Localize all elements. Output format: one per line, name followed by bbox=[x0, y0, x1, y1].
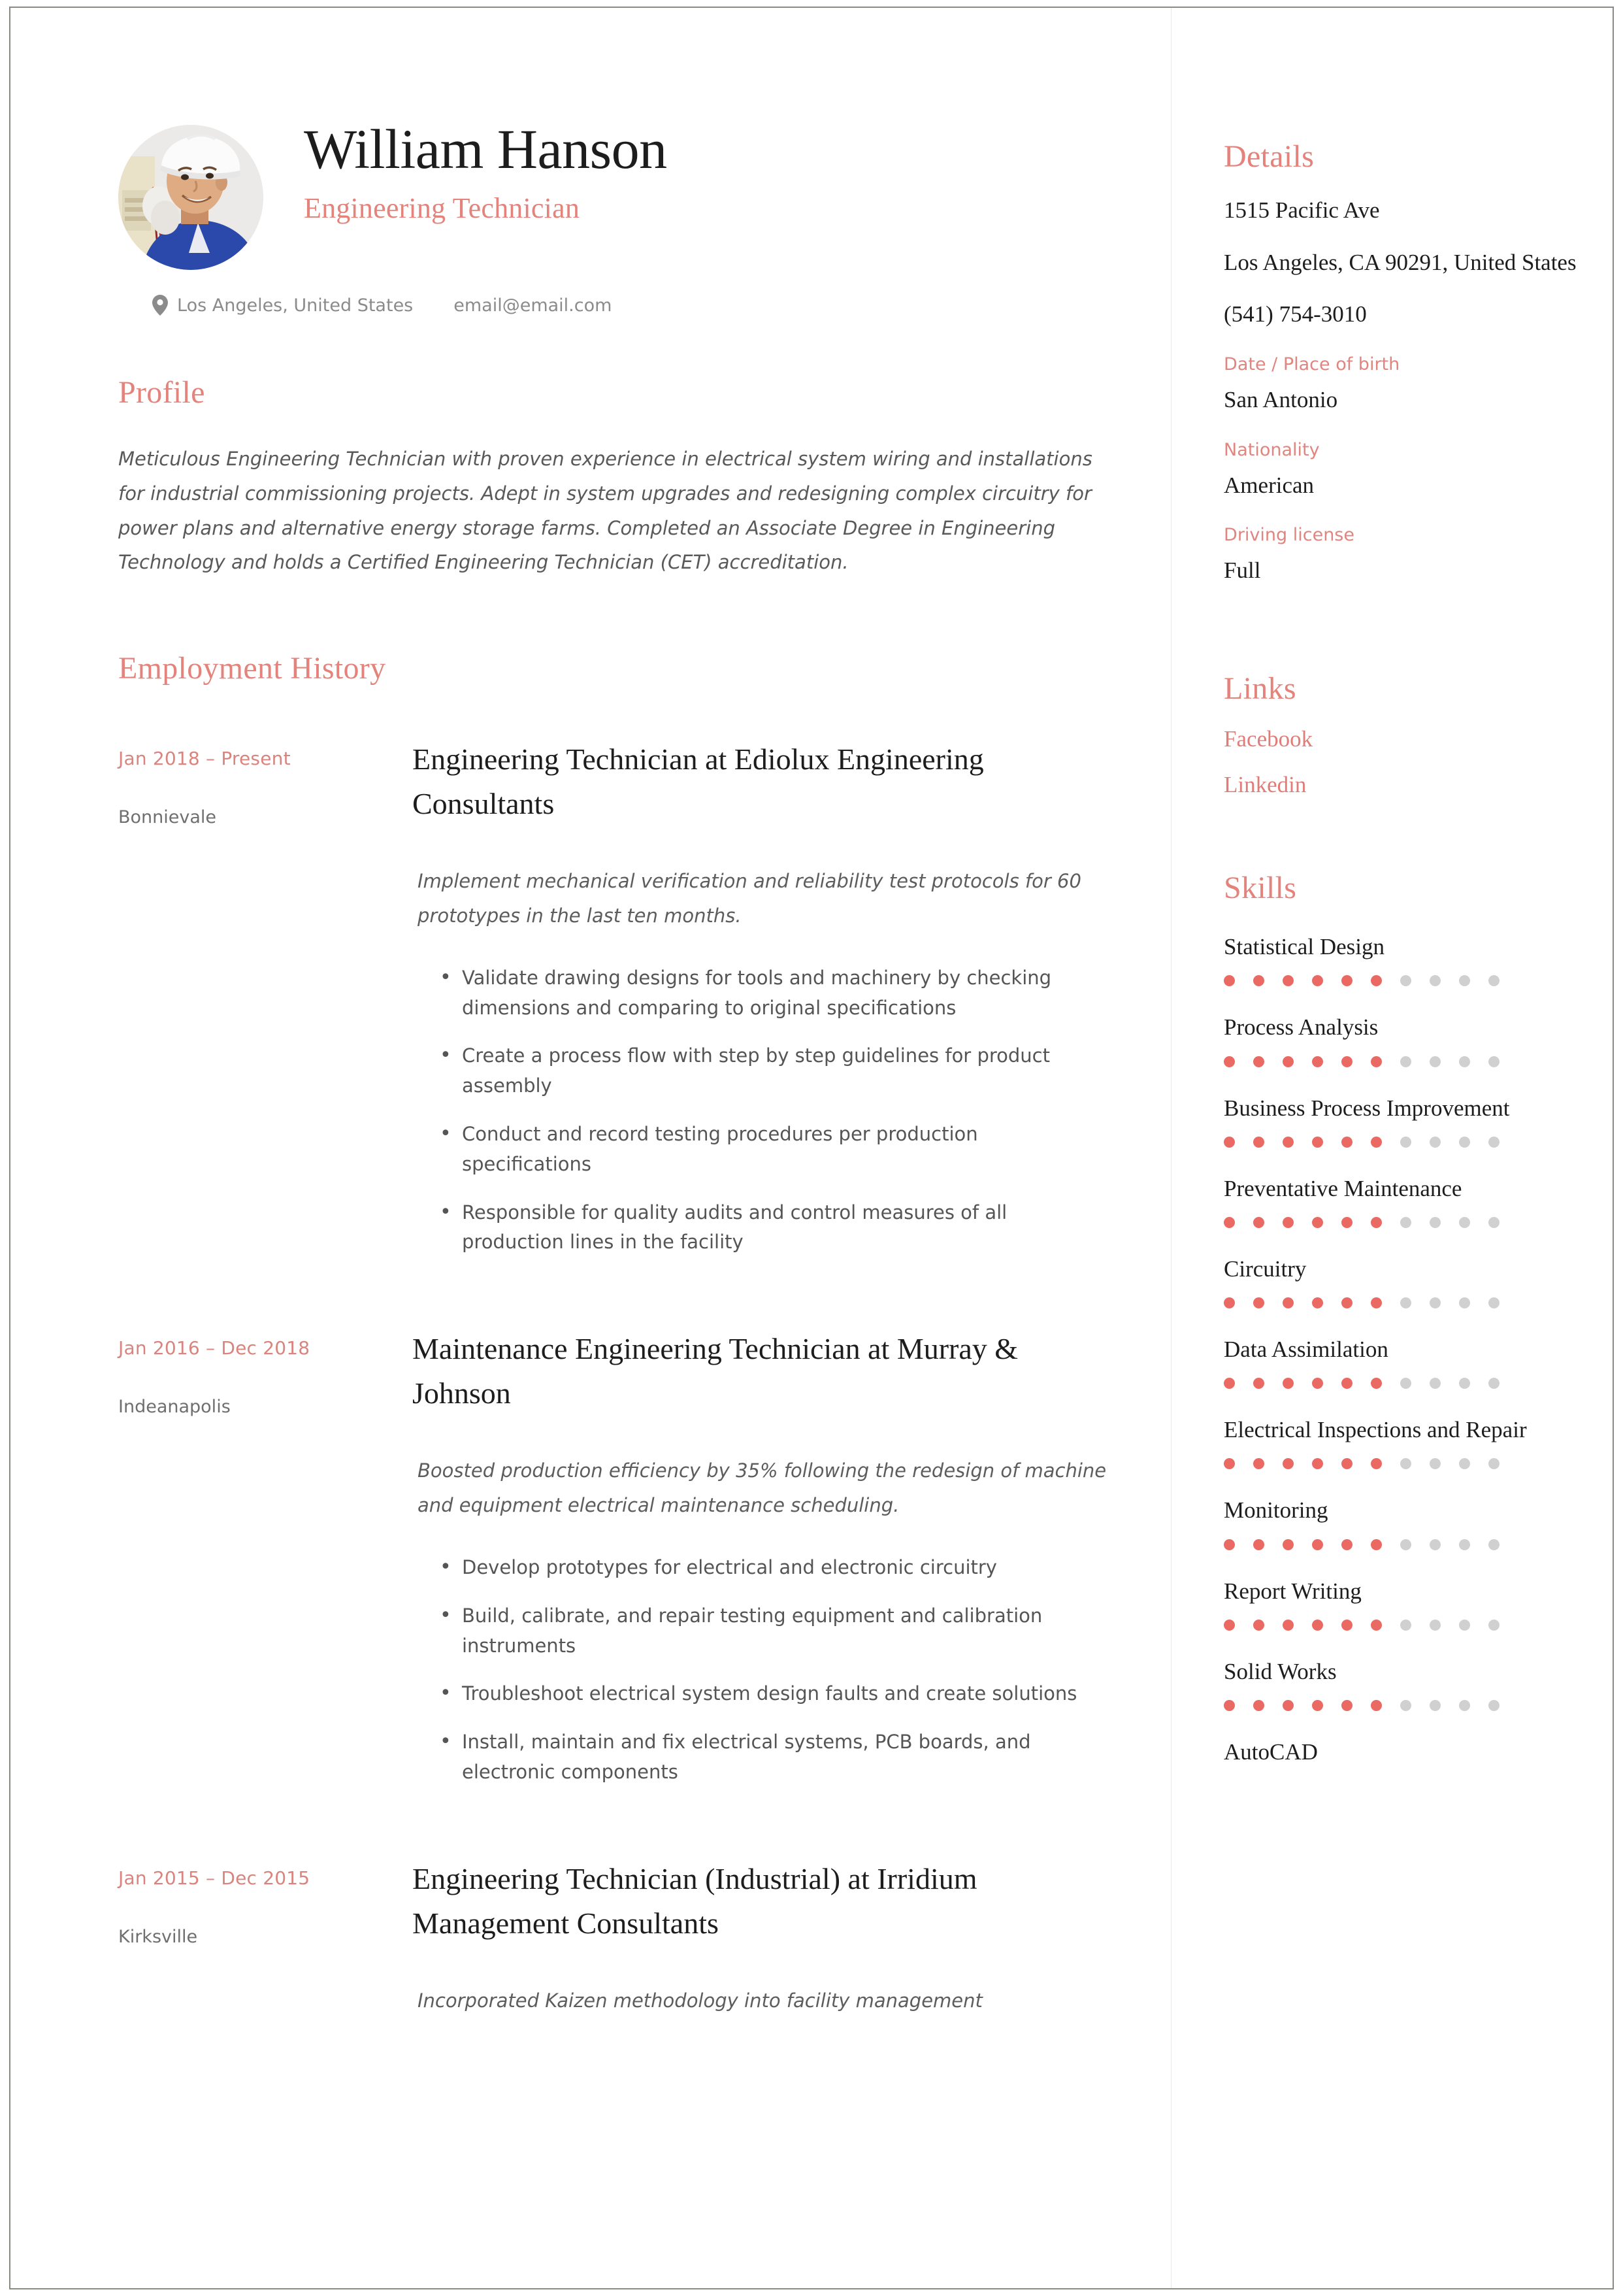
employment-item bbox=[118, 1327, 1172, 1806]
skill-dot-empty bbox=[1400, 1297, 1411, 1308]
skill-name: Circuitry bbox=[1224, 1256, 1307, 1282]
skill-dot-filled bbox=[1224, 1297, 1235, 1308]
address-line-2: Los Angeles, CA 90291, United States bbox=[1224, 249, 1577, 275]
skill-dot-filled bbox=[1224, 1700, 1235, 1711]
employment-item bbox=[118, 737, 1172, 1276]
employment-meta bbox=[118, 1327, 412, 1806]
skill-rating-dots bbox=[1224, 1297, 1586, 1308]
employment-description: Implement mechanical verification and reliability test protocols for 60 prototypes in the last ten months. bbox=[418, 870, 1081, 927]
skill-dot-empty bbox=[1488, 975, 1500, 986]
skill-dot-filled bbox=[1371, 1539, 1382, 1550]
skill-dot-filled bbox=[1224, 1378, 1235, 1389]
list-item: • Conduct and record testing procedures per production specifications bbox=[440, 1120, 1111, 1180]
skill-dot-empty bbox=[1488, 1620, 1500, 1631]
skill-dot-filled bbox=[1283, 1297, 1294, 1308]
skill-dot-filled bbox=[1312, 1539, 1323, 1550]
employment-bullets bbox=[412, 963, 1111, 1258]
location-text: Los Angeles, United States bbox=[177, 295, 414, 316]
resume-header bbox=[118, 116, 1172, 270]
skill-item bbox=[1224, 1012, 1586, 1067]
employment-body bbox=[412, 737, 1172, 1276]
skill-dot-filled bbox=[1283, 1458, 1294, 1469]
skill-dot-empty bbox=[1430, 1620, 1441, 1631]
skill-dot-filled bbox=[1312, 1620, 1323, 1631]
resume-page bbox=[9, 7, 1614, 2289]
skill-dot-empty bbox=[1430, 1056, 1441, 1067]
skill-dot-filled bbox=[1224, 1137, 1235, 1148]
skill-dot-filled bbox=[1224, 1056, 1235, 1067]
driving-license-value: Full bbox=[1224, 557, 1261, 584]
skill-item bbox=[1224, 1576, 1586, 1631]
skill-dot-empty bbox=[1459, 1700, 1470, 1711]
skill-item bbox=[1224, 1093, 1586, 1148]
skill-name: Preventative Maintenance bbox=[1224, 1175, 1462, 1201]
job-title: Engineering Technician bbox=[304, 191, 580, 224]
skill-dot-filled bbox=[1253, 1056, 1264, 1067]
skill-dot-filled bbox=[1253, 1620, 1264, 1631]
skill-rating-dots bbox=[1224, 1217, 1586, 1228]
skill-name: Statistical Design bbox=[1224, 934, 1385, 960]
skill-name: Solid Works bbox=[1224, 1658, 1337, 1684]
employment-city: Kirksville bbox=[118, 1926, 198, 1947]
skill-dot-filled bbox=[1312, 1137, 1323, 1148]
skill-dot-empty bbox=[1400, 1378, 1411, 1389]
employment-title: Maintenance Engineering Technician at Murray & Johnson bbox=[412, 1332, 1019, 1410]
skill-dot-empty bbox=[1430, 1137, 1441, 1148]
page-title: William Hanson bbox=[304, 118, 667, 180]
skill-dot-filled bbox=[1253, 1458, 1264, 1469]
skill-dot-empty bbox=[1430, 1378, 1441, 1389]
dob-value: San Antonio bbox=[1224, 387, 1338, 413]
phone-number[interactable]: (541) 754-3010 bbox=[1224, 301, 1367, 327]
skill-dot-empty bbox=[1459, 975, 1470, 986]
skill-dot-filled bbox=[1341, 1217, 1352, 1228]
skill-name: Monitoring bbox=[1224, 1497, 1328, 1523]
skill-name: Data Assimilation bbox=[1224, 1337, 1388, 1363]
employment-city: Indeanapolis bbox=[118, 1397, 231, 1418]
skill-dot-filled bbox=[1283, 975, 1294, 986]
nationality-value: American bbox=[1224, 472, 1315, 498]
skill-dot-filled bbox=[1253, 975, 1264, 986]
skill-dot-filled bbox=[1253, 1700, 1264, 1711]
skill-dot-empty bbox=[1400, 1056, 1411, 1067]
skill-dot-empty bbox=[1459, 1378, 1470, 1389]
skill-dot-filled bbox=[1253, 1297, 1264, 1308]
details-section bbox=[1224, 139, 1586, 587]
skill-rating-dots bbox=[1224, 1137, 1586, 1148]
skill-dot-filled bbox=[1312, 975, 1323, 986]
skill-dot-empty bbox=[1430, 1458, 1441, 1469]
skill-name: Business Process Improvement bbox=[1224, 1095, 1510, 1121]
skill-dot-empty bbox=[1488, 1700, 1500, 1711]
skill-dot-filled bbox=[1371, 1137, 1382, 1148]
driving-license-label: Driving license bbox=[1224, 525, 1354, 546]
employment-body bbox=[412, 1327, 1172, 1806]
skill-dot-empty bbox=[1400, 1137, 1411, 1148]
skill-name: Report Writing bbox=[1224, 1578, 1362, 1604]
skill-dot-empty bbox=[1459, 1297, 1470, 1308]
skill-dot-filled bbox=[1341, 1137, 1352, 1148]
skill-dot-filled bbox=[1224, 1217, 1235, 1228]
skill-dot-filled bbox=[1341, 1539, 1352, 1550]
skill-dot-filled bbox=[1253, 1217, 1264, 1228]
nationality-label: Nationality bbox=[1224, 439, 1320, 460]
employment-meta bbox=[118, 1857, 412, 2018]
link-facebook[interactable]: Facebook bbox=[1224, 726, 1313, 752]
skill-dot-filled bbox=[1371, 1458, 1382, 1469]
employment-city: Bonnievale bbox=[118, 807, 217, 828]
map-pin-icon bbox=[152, 295, 168, 316]
skill-dot-filled bbox=[1283, 1539, 1294, 1550]
employment-title: Engineering Technician (Industrial) at Irridium Management Consultants bbox=[412, 1861, 977, 1940]
employment-description: Boosted production efficiency by 35% following the redesign of machine and equipment electrical maintenance scheduling. bbox=[418, 1459, 1107, 1517]
skill-dot-empty bbox=[1488, 1056, 1500, 1067]
skill-item bbox=[1224, 932, 1586, 986]
profile-heading: Profile bbox=[118, 375, 205, 410]
skill-dot-filled bbox=[1253, 1539, 1264, 1550]
dob-label: Date / Place of birth bbox=[1224, 354, 1400, 375]
skill-item bbox=[1224, 1657, 1586, 1711]
skill-dot-filled bbox=[1312, 1297, 1323, 1308]
skill-rating-dots bbox=[1224, 1620, 1586, 1631]
link-linkedin[interactable]: Linkedin bbox=[1224, 772, 1307, 798]
skill-dot-empty bbox=[1430, 1539, 1441, 1550]
skill-rating-dots bbox=[1224, 1539, 1586, 1550]
skill-item bbox=[1224, 1174, 1586, 1228]
skill-dot-filled bbox=[1371, 1700, 1382, 1711]
skill-dot-empty bbox=[1488, 1297, 1500, 1308]
employment-dates: Jan 2018 – Present bbox=[118, 748, 291, 770]
skill-item bbox=[1224, 1737, 1586, 1767]
employment-dates: Jan 2015 – Dec 2015 bbox=[118, 1867, 310, 1889]
employment-item bbox=[118, 1857, 1172, 2018]
skill-item bbox=[1224, 1335, 1586, 1389]
skill-name: Electrical Inspections and Repair bbox=[1224, 1417, 1527, 1443]
skill-dot-empty bbox=[1400, 1217, 1411, 1228]
skill-dot-filled bbox=[1283, 1378, 1294, 1389]
sidebar-column bbox=[1172, 8, 1613, 2288]
skill-rating-dots bbox=[1224, 1700, 1586, 1711]
skill-dot-empty bbox=[1430, 1700, 1441, 1711]
skill-dot-empty bbox=[1488, 1539, 1500, 1550]
skill-rating-dots bbox=[1224, 1378, 1586, 1389]
employment-title: Engineering Technician at Ediolux Engineering Consultants bbox=[412, 742, 984, 821]
skill-name: AutoCAD bbox=[1224, 1739, 1318, 1765]
skill-dot-filled bbox=[1371, 1620, 1382, 1631]
employment-description: Incorporated Kaizen methodology into facility management bbox=[418, 1989, 983, 2012]
skill-dot-empty bbox=[1400, 1700, 1411, 1711]
avatar bbox=[118, 125, 263, 270]
name-block bbox=[304, 116, 667, 225]
skill-dot-empty bbox=[1430, 1297, 1441, 1308]
skill-dot-empty bbox=[1459, 1056, 1470, 1067]
skill-dot-filled bbox=[1283, 1217, 1294, 1228]
skill-dot-empty bbox=[1459, 1217, 1470, 1228]
employment-bullets bbox=[412, 1553, 1111, 1788]
skill-dot-filled bbox=[1341, 1458, 1352, 1469]
skill-dot-empty bbox=[1430, 1217, 1441, 1228]
main-content-column bbox=[10, 8, 1172, 2288]
skill-name: Process Analysis bbox=[1224, 1014, 1379, 1040]
list-item: • Responsible for quality audits and control measures of all production lines in the facility bbox=[440, 1198, 1111, 1258]
skill-dot-filled bbox=[1371, 1378, 1382, 1389]
skill-dot-filled bbox=[1283, 1056, 1294, 1067]
skill-dot-filled bbox=[1341, 1620, 1352, 1631]
skill-dot-empty bbox=[1400, 1458, 1411, 1469]
list-item: • Create a process flow with step by step guidelines for product assembly bbox=[440, 1041, 1111, 1101]
skill-dot-filled bbox=[1224, 1539, 1235, 1550]
skill-dot-filled bbox=[1253, 1137, 1264, 1148]
skills-heading: Skills bbox=[1224, 871, 1297, 906]
skills-section bbox=[1224, 870, 1586, 1767]
skill-dot-filled bbox=[1283, 1620, 1294, 1631]
skill-dot-empty bbox=[1400, 975, 1411, 986]
skill-dot-filled bbox=[1283, 1137, 1294, 1148]
employment-dates: Jan 2016 – Dec 2018 bbox=[118, 1337, 310, 1359]
employment-heading: Employment History bbox=[118, 651, 386, 686]
skill-dot-empty bbox=[1400, 1620, 1411, 1631]
links-heading: Links bbox=[1224, 671, 1296, 707]
skill-item bbox=[1224, 1254, 1586, 1308]
list-item: • Validate drawing designs for tools and machinery by checking dimensions and comparing to original specifications bbox=[440, 963, 1111, 1023]
skill-item bbox=[1224, 1495, 1586, 1550]
profile-text: Meticulous Engineering Technician with proven experience in electrical system wiring and installations for industrial commissioning projects. Adept in system upgrades and redesigning complex circuitry for power plans and alternative energy storage farms. Completed an Associate Degree in Engineering Technology and holds a Certified Engineering Technician (CET) accreditation. bbox=[118, 448, 1092, 574]
skill-dot-empty bbox=[1430, 975, 1441, 986]
email-text[interactable]: email@email.com bbox=[453, 295, 612, 316]
skill-dot-filled bbox=[1341, 975, 1352, 986]
skill-dot-filled bbox=[1312, 1056, 1323, 1067]
skill-dot-empty bbox=[1400, 1539, 1411, 1550]
list-item: • Troubleshoot electrical system design faults and create solutions bbox=[440, 1679, 1111, 1709]
skill-dot-filled bbox=[1224, 1458, 1235, 1469]
skill-dot-filled bbox=[1312, 1217, 1323, 1228]
employment-meta bbox=[118, 737, 412, 1276]
skill-dot-filled bbox=[1312, 1700, 1323, 1711]
skill-dot-empty bbox=[1488, 1458, 1500, 1469]
list-item: • Develop prototypes for electrical and electronic circuitry bbox=[440, 1553, 1111, 1583]
skill-dot-filled bbox=[1341, 1056, 1352, 1067]
employment-body bbox=[412, 1857, 1172, 2018]
skill-dot-filled bbox=[1224, 975, 1235, 986]
skill-dot-empty bbox=[1488, 1137, 1500, 1148]
skill-dot-empty bbox=[1459, 1539, 1470, 1550]
employment-section bbox=[118, 650, 1172, 2018]
skill-dot-filled bbox=[1371, 1217, 1382, 1228]
skill-item bbox=[1224, 1415, 1586, 1469]
links-section bbox=[1224, 671, 1586, 798]
skill-rating-dots bbox=[1224, 975, 1586, 986]
skill-dot-filled bbox=[1371, 1297, 1382, 1308]
skill-dot-empty bbox=[1459, 1620, 1470, 1631]
skill-rating-dots bbox=[1224, 1056, 1586, 1067]
profile-section bbox=[118, 374, 1172, 580]
list-item: • Build, calibrate, and repair testing equipment and calibration instruments bbox=[440, 1601, 1111, 1661]
skills-list bbox=[1224, 932, 1586, 1767]
details-heading: Details bbox=[1224, 139, 1315, 174]
contact-row bbox=[152, 295, 1172, 316]
skill-dot-filled bbox=[1371, 975, 1382, 986]
skill-dot-filled bbox=[1341, 1378, 1352, 1389]
skill-dot-filled bbox=[1312, 1458, 1323, 1469]
skill-dot-empty bbox=[1488, 1217, 1500, 1228]
skill-dot-filled bbox=[1341, 1297, 1352, 1308]
skill-dot-empty bbox=[1459, 1458, 1470, 1469]
skill-dot-filled bbox=[1371, 1056, 1382, 1067]
column-divider bbox=[1171, 8, 1172, 2288]
skill-dot-empty bbox=[1459, 1137, 1470, 1148]
skill-dot-filled bbox=[1253, 1378, 1264, 1389]
skill-dot-filled bbox=[1341, 1700, 1352, 1711]
skill-rating-dots bbox=[1224, 1458, 1586, 1469]
list-item: • Install, maintain and fix electrical systems, PCB boards, and electronic components bbox=[440, 1727, 1111, 1788]
skill-dot-filled bbox=[1224, 1620, 1235, 1631]
skill-dot-empty bbox=[1488, 1378, 1500, 1389]
skill-dot-filled bbox=[1283, 1700, 1294, 1711]
skill-dot-filled bbox=[1312, 1378, 1323, 1389]
address-line-1: 1515 Pacific Ave bbox=[1224, 197, 1380, 223]
